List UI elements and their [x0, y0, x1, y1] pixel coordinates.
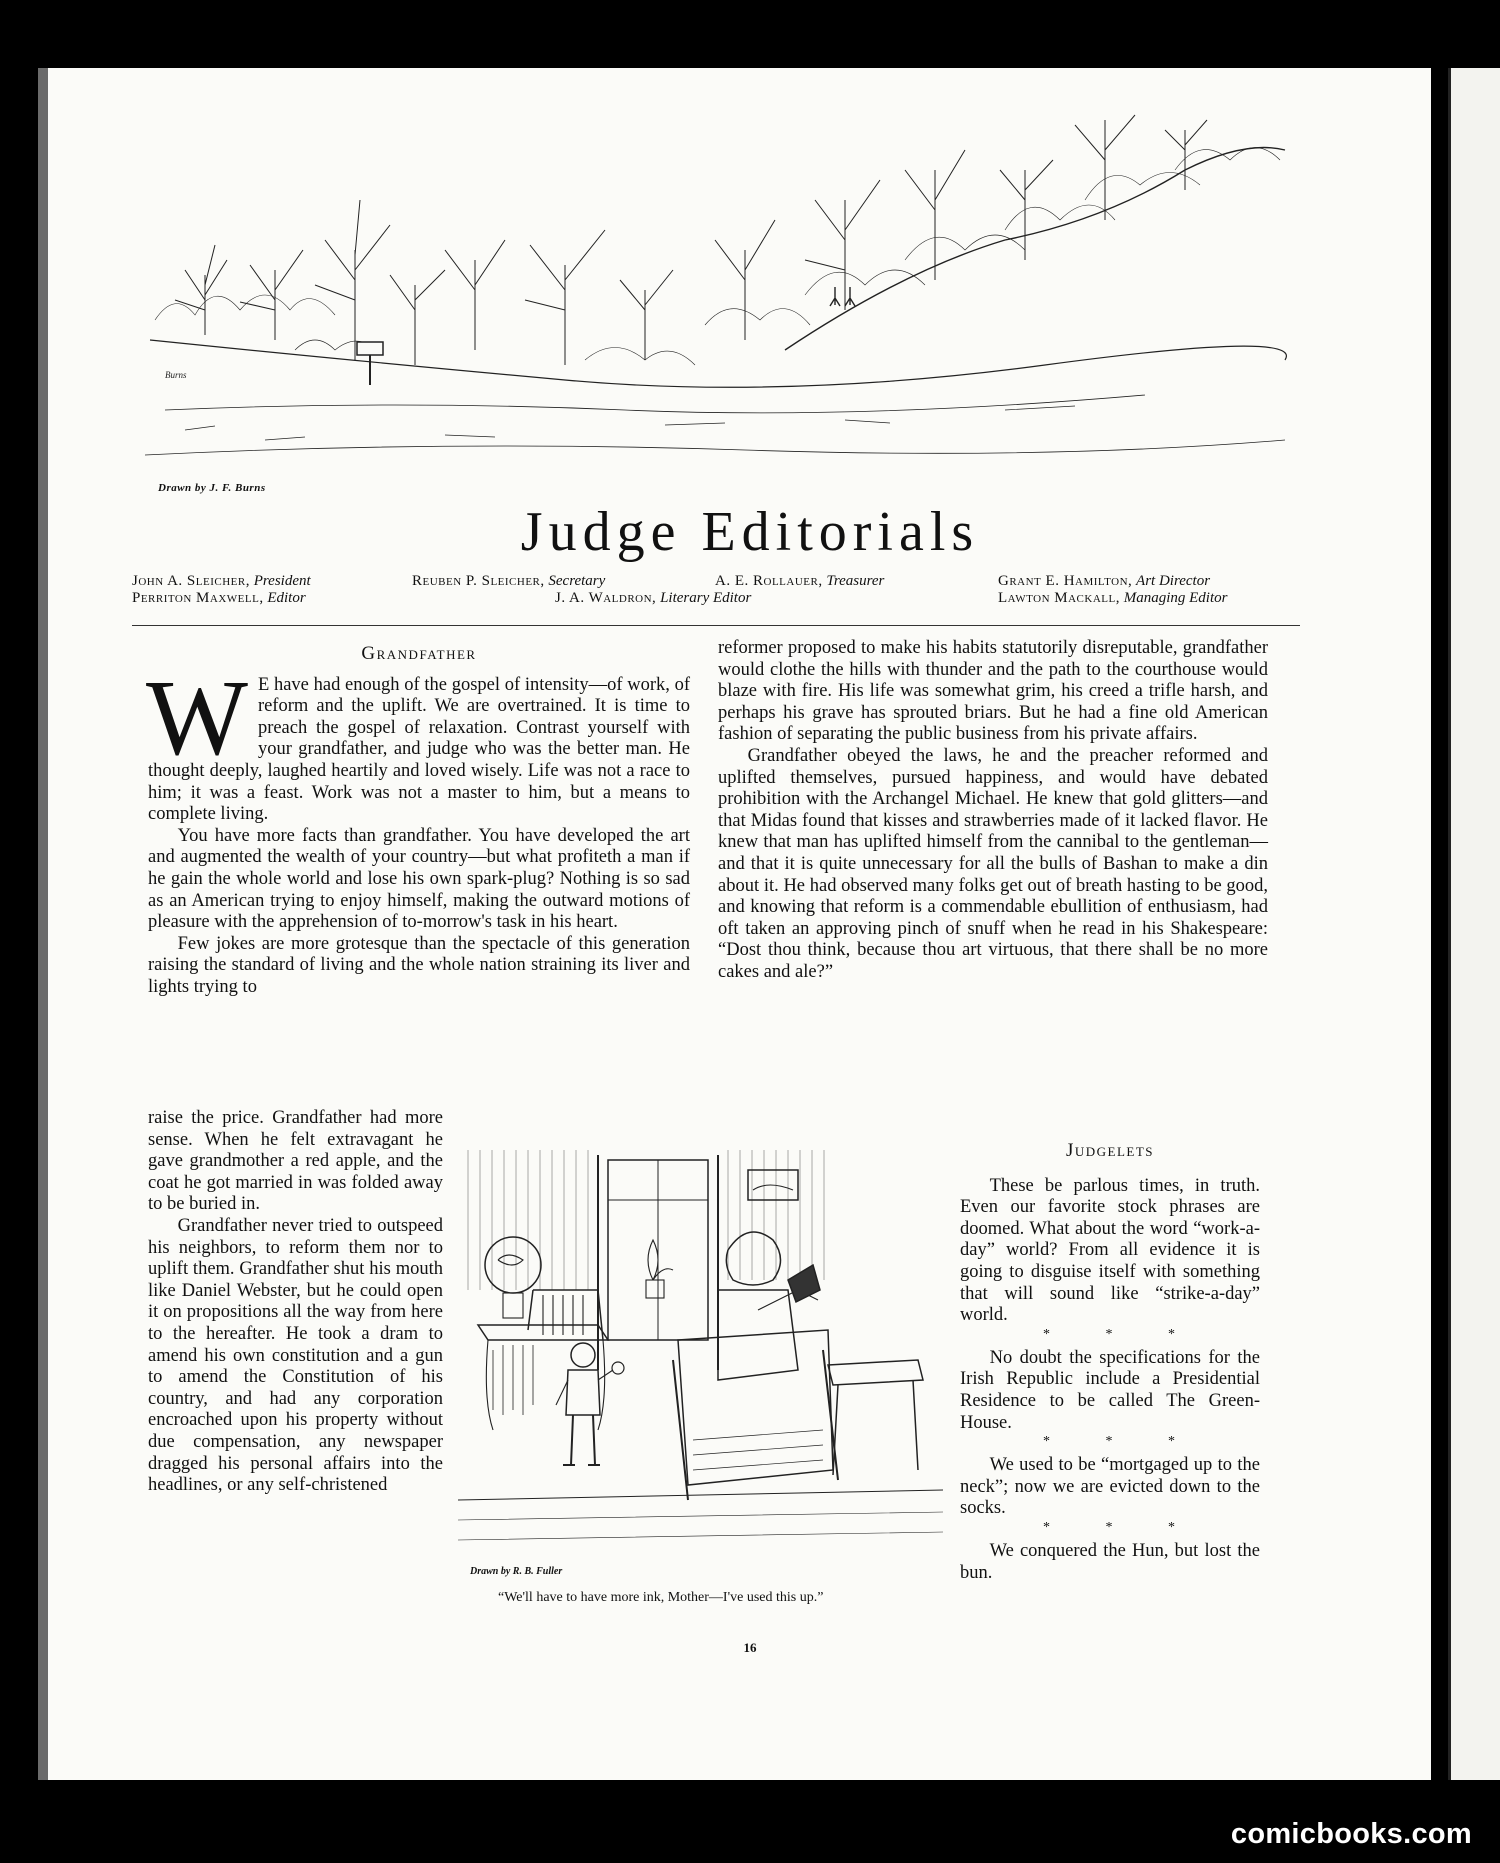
staff-editor — [132, 590, 306, 607]
staff-name: A. E. Rollauer, — [715, 573, 823, 589]
masthead-rule — [132, 625, 1300, 626]
staff-name: John A. Sleicher, — [132, 573, 250, 589]
grandfather-column-left — [148, 643, 690, 999]
staff-name: Reuben P. Sleicher, — [412, 573, 545, 589]
staff-president — [132, 573, 311, 590]
staff-literary-editor — [555, 590, 751, 607]
item-separator: * * * — [1043, 1326, 1201, 1342]
staff-managing-editor — [998, 590, 1227, 607]
grandfather-paragraph: reformer proposed to make his habits statutorily disreputable, grandfather would clothe the hills with thunder and the path to the courthouse would blaze with fire. His life was somewhat grim, his creed a trifle harsh, and perhaps his grave has sprouted briars. But he had a fine old American fashion of separating the public business from his private affairs. — [718, 638, 1268, 745]
item-separator: * * * — [1043, 1434, 1201, 1450]
grandfather-paragraph — [146, 658, 690, 826]
facing-page-edge — [1448, 68, 1500, 1780]
staff-secretary — [412, 573, 605, 590]
judgelets-heading: Judgelets — [1065, 1140, 1155, 1161]
hero-illustration-credit: Drawn by J. F. Burns — [158, 482, 266, 494]
artist-signature: Burns — [165, 370, 187, 380]
grandfather-paragraph: raise the price. Grandfather had more sense. When he felt extravagant he gave grandmother a red apple, and the coat he got married in was folded away to be buried in. — [148, 1108, 443, 1215]
staff-role: Secretary — [548, 573, 606, 589]
grandfather-column-left-narrow — [148, 1108, 443, 1497]
staff-name: Lawton Mackall, — [998, 590, 1120, 606]
watermark-text: comicbooks.com — [1230, 1818, 1472, 1850]
cartoon-credit: Drawn by R. B. Fuller — [470, 1566, 563, 1577]
staff-name: Perriton Maxwell, — [132, 590, 264, 606]
staff-role: President — [253, 573, 311, 589]
grandfather-heading: Grandfather — [361, 643, 477, 664]
winter-landscape-illustration — [145, 110, 1290, 470]
staff-name: J. A. Waldron, — [555, 590, 657, 606]
judgelets-column — [960, 1140, 1260, 1584]
staff-art-director — [998, 573, 1210, 590]
judgelet-item: We used to be “mortgaged up to the neck”; now we are evicted down to the socks. — [960, 1455, 1260, 1519]
page-number: 16 — [743, 1640, 757, 1655]
paragraph-text: E have had enough of the gospel of intensity—of work, of reform and the uplift. We are overtrained. It is time to preach the gospel of relaxation. Contrast yourself with your grandfather, and judge who was the better man. He thought deeply, laughed heartily and loved wisely. Life was not a race to him; it was a feast. Work was not a master to him, but a means to complete living. — [148, 674, 690, 825]
page-title: Judge Editorials — [520, 501, 980, 563]
judgelet-item: We conquered the Hun, but lost the bun. — [960, 1540, 1260, 1583]
staff-role: Treasurer — [826, 573, 885, 589]
staff-role: Editor — [267, 590, 306, 606]
grandfather-paragraph: Grandfather never tried to outspeed his neighbors, to reform them nor to uplift them. Grandfather shut his mouth like Daniel Webster, but he could open it on propositions all the way from here to the hereafter. He took a dram to amend his own constitution and a gun to amend the Constitution of his country, and had any corporation encroached upon his property without due compensation, any newspaper dragged his personal affairs into the headlines, or any self-christened — [148, 1215, 443, 1496]
staff-treasurer — [715, 573, 884, 590]
judgelet-item: No doubt the specifications for the Irish Republic include a Presidential Residence to be called The Green-House. — [960, 1347, 1260, 1433]
staff-role: Managing Editor — [1123, 590, 1228, 606]
grandfather-paragraph: Few jokes are more grotesque than the spectacle of this generation raising the standard of living and the whole nation straining its liver and lights trying to — [148, 933, 690, 997]
drop-cap: W — [146, 658, 248, 778]
mother-and-child-cartoon — [458, 1140, 943, 1560]
grandfather-column-right — [718, 638, 1268, 984]
staff-role: Literary Editor — [660, 590, 752, 606]
staff-name: Grant E. Hamilton, — [998, 573, 1133, 589]
judgelet-item: These be parlous times, in truth. Even our favorite stock phrases are doomed. What about the word “work-a-day” world? From all evidence it is going to disguise itself with something that will sound like “strike-a-day” world. — [960, 1175, 1260, 1326]
grandfather-paragraph: You have more facts than grandfather. You have developed the art and augmented the wealth of your country—but what profiteth a man if he gain the whole world and lose his own spark-plug? Nothing is so sad as an American trying to enjoy himself, making the outward motions of pleasure with the apprehension of to-morrow's task in his heart. — [148, 825, 690, 933]
grandfather-paragraph: Grandfather obeyed the laws, he and the preacher reformed and uplifted themselves, pursued happiness, and would have debated prohibition with the Archangel Michael. He knew that gold glitters—and that Midas found that kisses and strawberries made of it lacked flavor. He knew that man has uplifted himself from the cannibal to the gentleman—and that it is quite unnecessary for all the bulls of Bashan to make a din about it. He had observed many folks get out of breath hasting to be good, and knowing that reform is a commendable ebullition of enthusiasm, had oft taken an approving pinch of snuff when he read in his Shakespeare: “Dost thou think, because thou art virtuous, that there shall be no more cakes and ale?” — [718, 745, 1268, 982]
cartoon-caption: “We'll have to have more ink, Mother—I've used this up.” — [498, 1590, 824, 1605]
staff-role: Art Director — [1136, 573, 1211, 589]
item-separator: * * * — [1043, 1519, 1201, 1535]
